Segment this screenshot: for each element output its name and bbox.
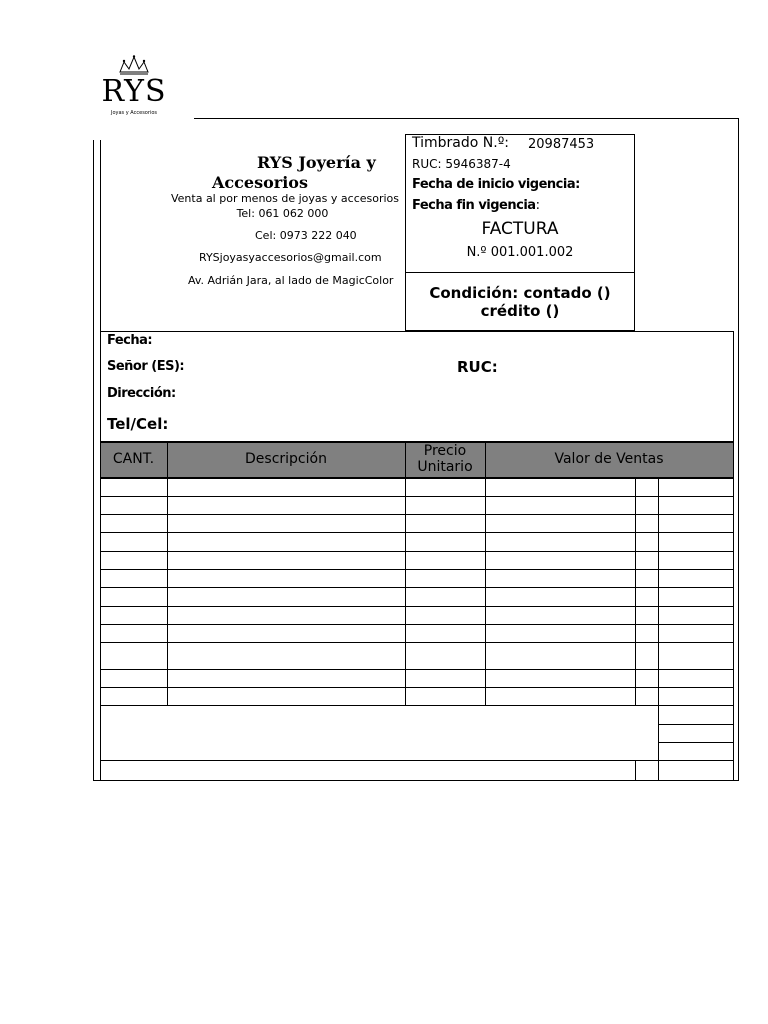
header-cant: CANT. [112,451,155,467]
table-row-line [100,478,734,479]
condicion-contado: Condición: contado () [429,284,611,302]
fecha-fin-label: Fecha fin vigencia [412,198,536,213]
company-logo [78,48,194,138]
table-column-line [485,478,486,705]
logo-subtitle: Joyas y Accesorios [111,110,157,116]
client-ruc-label: RUC: [457,358,498,376]
telcel-label: Tel/Cel: [107,415,169,433]
timbrado-number: 20987453 [528,137,595,152]
table-row-line [100,624,734,625]
company-name-line1: RYS Joyería y [257,153,376,172]
frame-left-line [93,140,94,781]
totals-right-border [733,705,734,780]
header-descripcion: Descripción [245,451,327,467]
table-column-line [100,478,101,705]
table-column-line [405,478,406,705]
header-valor-ventas: Valor de Ventas [554,451,664,467]
table-row-line [100,587,734,588]
table-column-line [733,478,734,705]
totals-cell-line [658,724,734,725]
table-row-line [100,551,734,552]
frame-bottom-line [93,780,739,781]
frame-top-line [194,118,739,119]
table-row-line [100,496,734,497]
totals-bottom-line [100,760,734,761]
table-row-line [100,687,734,688]
condicion-block [405,284,635,320]
company-address: Av. Adrián Jara, al lado de MagicColor [188,274,394,287]
timbrado-divider [405,272,635,273]
company-name-line2: Accesorios [212,173,308,192]
timbrado-ruc: RUC: 5946387-4 [412,157,511,171]
table-row-line [100,606,734,607]
totals-row-divider [635,760,636,780]
table-column-line [635,478,636,705]
document-number: N.º 001.001.002 [466,245,574,260]
client-box [100,331,734,442]
direccion-label: Dirección: [107,386,176,401]
document-type: FACTURA [481,219,559,239]
company-tel: Tel: 061 062 000 [236,207,329,220]
fecha-inicio-label: Fecha de inicio vigencia: [412,177,580,192]
timbrado-label: Timbrado N.º: [412,135,510,151]
fecha-fin-row [412,198,539,213]
fecha-fin-colon: : [535,198,540,213]
table-row-line [100,514,734,515]
logo-text: RYS [101,74,167,109]
senor-label: Señor (ES): [107,359,185,374]
table-column-line [658,478,659,705]
table-row-line [100,642,734,643]
totals-top-line [100,705,734,706]
condicion-credito: crédito () [480,302,560,320]
table-row-line [100,532,734,533]
company-cel: Cel: 0973 222 040 [255,229,357,242]
table-row-line [100,669,734,670]
company-tagline: Venta al por menos de joyas y accesorios [170,192,400,205]
frame-right-line [738,118,739,781]
fecha-label: Fecha: [107,333,153,348]
company-email: RYSjoyasyaccesorios@gmail.com [199,251,382,264]
table-column-line [167,478,168,705]
totals-cell-line [658,742,734,743]
table-row-line [100,569,734,570]
header-precio-unitario: Precio Unitario [417,443,473,475]
